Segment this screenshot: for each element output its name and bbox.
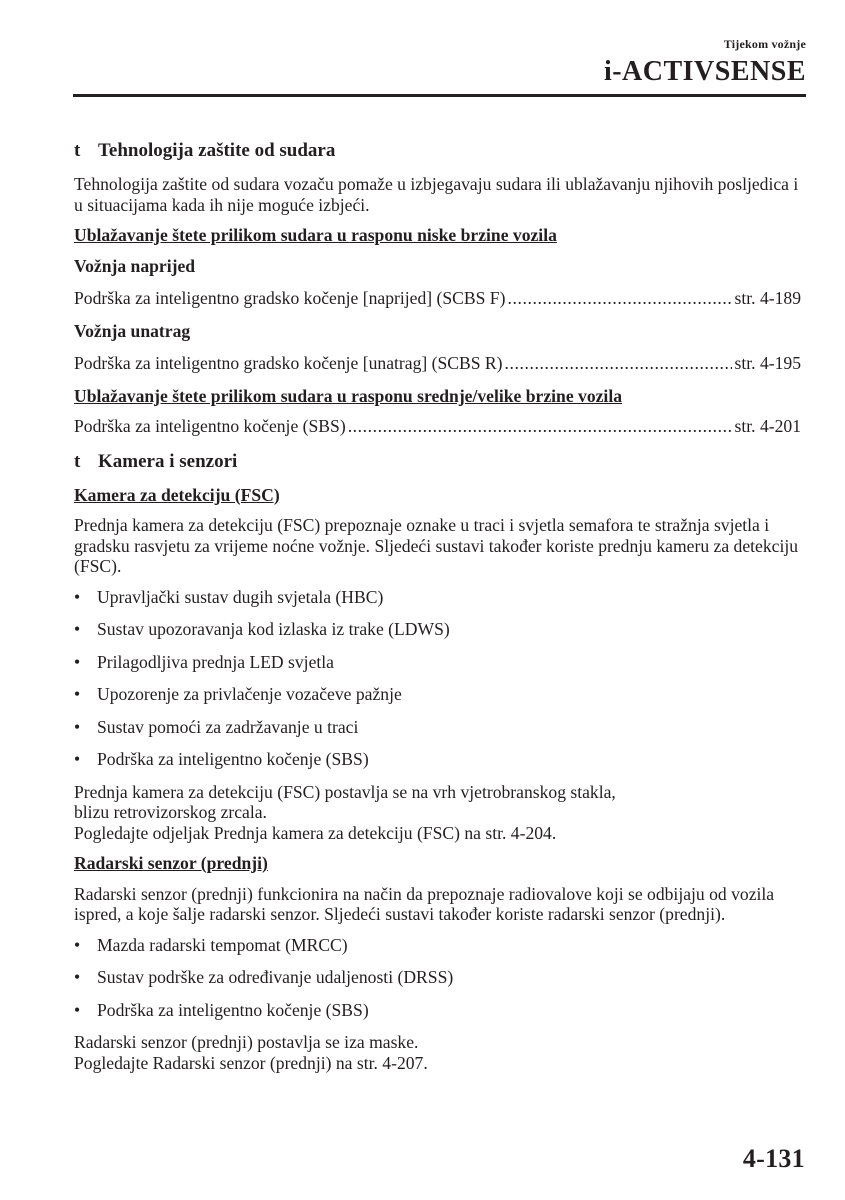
- radar-systems-list: [74, 935, 801, 1021]
- reference-label: Podrška za inteligentno gradsko kočenje [unatrag] (SCBS R): [74, 353, 503, 373]
- section-title-text: Tehnologija zaštite od sudara: [98, 140, 336, 161]
- page-number: 4-131: [742, 1144, 805, 1173]
- section-title-camera-sensors: [74, 449, 801, 475]
- list-item-text: Mazda radarski tempomat (MRCC): [97, 934, 348, 955]
- bullet-icon: •: [74, 619, 81, 639]
- list-item-text: Sustav pomoći za zadržavanje u traci: [97, 716, 359, 737]
- list-item-text: Upozorenje za privlačenje vozačeve pažnje: [97, 684, 402, 704]
- section-title-text: Kamera i senzori: [98, 450, 238, 472]
- radar-intro: Radarski senzor (prednji) funkcionira na način da prepoznaje radiovalove koji se odbijaju od vozila ispred, a koje šalje radarski senzor. Sljedeći sustavi također koriste radarski senzor (prednji).: [74, 883, 775, 924]
- note-line: Prednja kamera za detekciju (FSC) postavlja se na vrh vjetrobranskog stakla,: [74, 781, 616, 802]
- reference-page: str. 4-201: [734, 416, 801, 436]
- list-item: [74, 587, 801, 608]
- subheading-mid-high-speed: Ublažavanje štete prilikom sudara u rasponu srednje/velike brzine vozila: [74, 385, 623, 406]
- list-item: [74, 935, 801, 956]
- bullet-icon: •: [74, 999, 81, 1020]
- bullet-icon: •: [74, 934, 81, 955]
- running-header-title: i-ACTIVSENSE: [603, 56, 806, 87]
- list-item: [74, 684, 801, 705]
- list-item: [74, 717, 801, 738]
- leader-dots: [348, 416, 732, 437]
- bullet-icon: •: [74, 586, 81, 607]
- bullet-icon: •: [74, 716, 81, 737]
- bullet-icon: •: [74, 967, 81, 987]
- bullet-icon: •: [74, 684, 81, 704]
- section-intro: Tehnologija zaštite od sudara vozaču pomaže u izbjegavaju sudara ili ublažavanju njihovih posljedica i u situacijama kada ih nije moguće izbjeći.: [74, 174, 799, 215]
- reference-label: Podrška za inteligentno kočenje (SBS): [74, 416, 346, 436]
- reference-page: str. 4-195: [734, 353, 801, 373]
- note-line: Pogledajte odjeljak Prednja kamera za detekciju (FSC) na str. 4-204.: [74, 822, 557, 843]
- reference-row-scbs-f: [74, 288, 801, 309]
- list-item: [74, 619, 801, 640]
- bullet-icon: •: [74, 749, 81, 769]
- reference-row-scbs-r: [74, 353, 801, 374]
- subheading-radar: Radarski senzor (prednji): [74, 853, 268, 873]
- section-marker: t: [74, 140, 81, 161]
- reference-label: Podrška za inteligentno gradsko kočenje [naprijed] (SCBS F): [74, 288, 506, 308]
- section-marker: t: [74, 450, 81, 472]
- radar-location-note: [74, 1032, 801, 1073]
- list-item: [74, 652, 801, 673]
- list-item-text: Prilagodljiva prednja LED svjetla: [97, 651, 334, 672]
- fsc-intro: Prednja kamera za detekciju (FSC) prepoznaje oznake u traci i svjetla semafora te stražnja svjetla i gradsku rasvjetu za vrijeme noćne vožnje. Sljedeći sustavi također koriste prednju kameru za detekciju (FSC).: [74, 515, 799, 576]
- list-item: [74, 1000, 801, 1021]
- reference-row-sbs: [74, 416, 801, 437]
- list-item-text: Upravljački sustav dugih svjetala (HBC): [97, 586, 384, 607]
- list-item-text: Sustav upozoravanja kod izlaska iz trake (LDWS): [97, 619, 450, 639]
- subheading-low-speed: Ublažavanje štete prilikom sudara u rasponu niske brzine vozila: [74, 225, 557, 245]
- subheading-reverse: Vožnja unatrag: [74, 320, 191, 341]
- section-title-collision-tech: [74, 138, 801, 164]
- list-item: [74, 749, 801, 770]
- list-item-text: Sustav podrške za određivanje udaljenosti (DRSS): [97, 967, 454, 987]
- fsc-systems-list: [74, 587, 801, 770]
- note-line: blizu retrovizorskog zrcala.: [74, 802, 267, 822]
- list-item-text: Podrška za inteligentno kočenje (SBS): [97, 749, 369, 769]
- leader-dots: [505, 353, 732, 374]
- note-line: Radarski senzor (prednji) postavlja se iza maske.: [74, 1032, 419, 1052]
- page-body: [74, 138, 801, 1083]
- subheading-fsc: Kamera za detekciju (FSC): [74, 484, 280, 505]
- list-item-text: Podrška za inteligentno kočenje (SBS): [97, 999, 369, 1020]
- bullet-icon: •: [74, 651, 81, 672]
- running-header-section: Tijekom vožnje: [723, 37, 806, 51]
- reference-page: str. 4-189: [734, 288, 801, 308]
- header-divider: [73, 94, 806, 97]
- fsc-location-note: [74, 782, 801, 844]
- note-line: Pogledajte Radarski senzor (prednji) na str. 4-207.: [74, 1052, 428, 1073]
- list-item: [74, 967, 801, 988]
- subheading-forward: Vožnja naprijed: [74, 255, 196, 276]
- leader-dots: [507, 288, 731, 309]
